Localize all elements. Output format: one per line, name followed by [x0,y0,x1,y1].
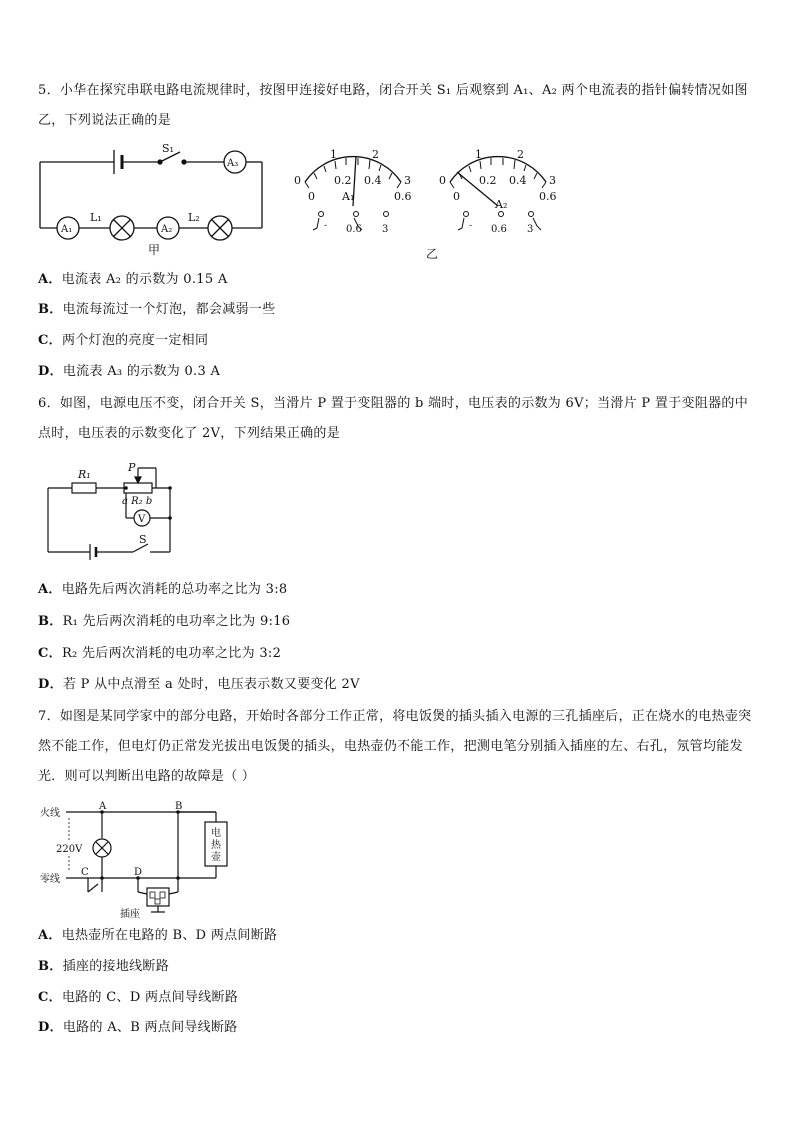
q7-option-c[interactable] [38,988,238,1008]
r1-label: R₁ [78,468,91,481]
a1-meter-name: A₁ [342,190,355,203]
voltmeter-label: V [138,514,146,525]
q6-circuit-diagram [38,460,188,565]
a1-tick-top-2: 2 [372,148,379,161]
a2-terminal-06: 0.6 [491,224,507,235]
q5-circuit-diagram-jia [30,140,280,270]
a1-label: A₁ [61,224,73,235]
ammeter-a2-dial [433,142,563,242]
a2-tick-bottom-3: 0.6 [539,190,557,203]
a1-tick-top-1: 1 [330,148,337,161]
a1-tick-bottom-1: 0.2 [334,174,352,187]
a1-tick-bottom-3: 0.6 [394,190,412,203]
a2-tick-top-0: 0 [439,174,446,187]
q7-option-a-key: A． [38,928,62,943]
voltage-label: 220V [56,844,83,855]
q5-option-d-key: D． [38,364,63,379]
a1-terminal-neg: - [324,221,328,231]
q7-option-c-key: C． [38,990,62,1005]
heater-label: 电 热 壶 [211,828,221,863]
point-a-label: A [99,801,107,812]
s1-label: S₁ [162,142,174,155]
q5-option-c[interactable] [38,331,208,351]
q6-option-d-text: 若 P 从中点滑至 a 处时，电压表示数又要变化 2V [62,677,360,692]
q6-option-a[interactable] [38,580,287,600]
q6-option-c-key: C． [38,646,62,661]
q7-stem: 7．如图是某同学家中的部分电路，开始时各部分工作正常，将电饭煲的插头插入电源的三孔插座后，正在烧水的电热壶突然不能工作，但电灯仍正常发光拔出电饭煲的插头，电热壶仍不能工作，把测电笔分别插入插座的左、右孔，氖管均能发光．则可以判断出电路的故障是（ ） [38,709,752,784]
point-d-label: D [134,867,143,878]
a1-terminal-06: 0.6 [346,224,362,235]
q6-option-c[interactable] [38,644,281,664]
live-wire-label: 火线 [40,808,60,819]
q7-option-b-text: 插座的接地线断路 [62,959,169,974]
q5-option-a[interactable] [38,270,228,290]
q6-stem: 6．如图，电源电压不变，闭合开关 S，当滑片 P 置于变阻器的 b 端时，电压表的示数为 6V；当滑片 P 置于变阻器的中点时，电压表的示数变化了 2V，下列结果正确的是 [38,396,749,441]
a2-tick-bottom-2: 0.4 [509,174,527,187]
q6-option-a-key: A． [38,582,62,597]
q5-option-b-text: 电流每流过一个灯泡，都会减弱一些 [62,302,276,317]
a2-tick-top-3: 3 [549,174,556,187]
q7-option-d-text: 电路的 A、B 两点间导线断路 [62,1020,238,1035]
l1-label: L₁ [90,211,102,224]
q6-option-b-text: R₁ 先后两次消耗的电功率之比为 9:16 [62,614,291,629]
q7-option-b[interactable] [38,957,169,977]
q7-option-a[interactable] [38,926,277,946]
a2-tick-bottom-1: 0.2 [479,174,497,187]
fig-yi-caption-wrap [422,244,452,264]
l2-label: L₂ [188,211,200,224]
q5-option-c-text: 两个灯泡的亮度一定相同 [61,333,209,348]
q5-option-c-key: C． [38,333,62,348]
q6-option-b-key: B． [38,614,63,629]
q7-household-circuit-diagram [36,800,236,918]
a1-tick-top-3: 3 [404,174,411,187]
p-label: P [128,461,136,474]
ammeter-a1-dial [288,142,418,242]
fig-yi-caption: 乙 [426,247,439,261]
a1-tick-top-0: 0 [294,174,301,187]
r2-ab-label: a R₂ b [122,496,153,507]
socket-label: 插座 [120,909,140,918]
a3-label: A₃ [227,158,239,169]
a1-terminal-3: 3 [382,224,389,235]
a2-meter-name: A₂ [495,198,508,211]
q7-option-d[interactable] [38,1018,238,1038]
q7-option-d-key: D． [38,1020,63,1035]
a2-tick-top-2: 2 [517,148,524,161]
q6-option-d-key: D． [38,677,63,692]
switch-s-label: S [139,533,147,546]
q6-option-b[interactable] [38,612,290,632]
a2-tick-bottom-0: 0 [453,190,460,203]
neutral-wire-label: 零线 [40,874,60,885]
q5-option-d[interactable] [38,362,220,382]
point-b-label: B [175,801,183,812]
q5-option-a-key: A． [38,272,62,287]
a2-tick-top-1: 1 [475,148,482,161]
q5-option-b[interactable] [38,300,275,320]
fig-jia-caption: 甲 [148,243,161,257]
a2-terminal-neg: - [469,221,473,231]
q7-option-c-text: 电路的 C、D 两点间导线断路 [61,990,239,1005]
q7-option-b-key: B． [38,959,63,974]
point-c-label: C [81,867,89,878]
q7-option-a-text: 电热壶所在电路的 B、D 两点间断路 [61,928,278,943]
q6-option-d[interactable] [38,675,360,695]
a1-tick-bottom-0: 0 [308,190,315,203]
q6-option-a-text: 电路先后两次消耗的总功率之比为 3:8 [61,582,288,597]
a1-tick-bottom-2: 0.4 [364,174,382,187]
a2-terminal-3: 3 [527,224,534,235]
q5-stem: 5．小华在探究串联电路电流规律时，按图甲连接好电路，闭合开关 S₁ 后观察到 A₁、A₂ 两个电流表的指针偏转情况如图乙，下列说法正确的是 [38,83,748,128]
a2-label: A₂ [161,224,173,235]
q5-option-a-text: 电流表 A₂ 的示数为 0.15 A [61,272,228,287]
q6-option-c-text: R₂ 先后两次消耗的电功率之比为 3:2 [61,646,282,661]
q5-option-d-text: 电流表 A₃ 的示数为 0.3 A [62,364,221,379]
q5-option-b-key: B． [38,302,63,317]
